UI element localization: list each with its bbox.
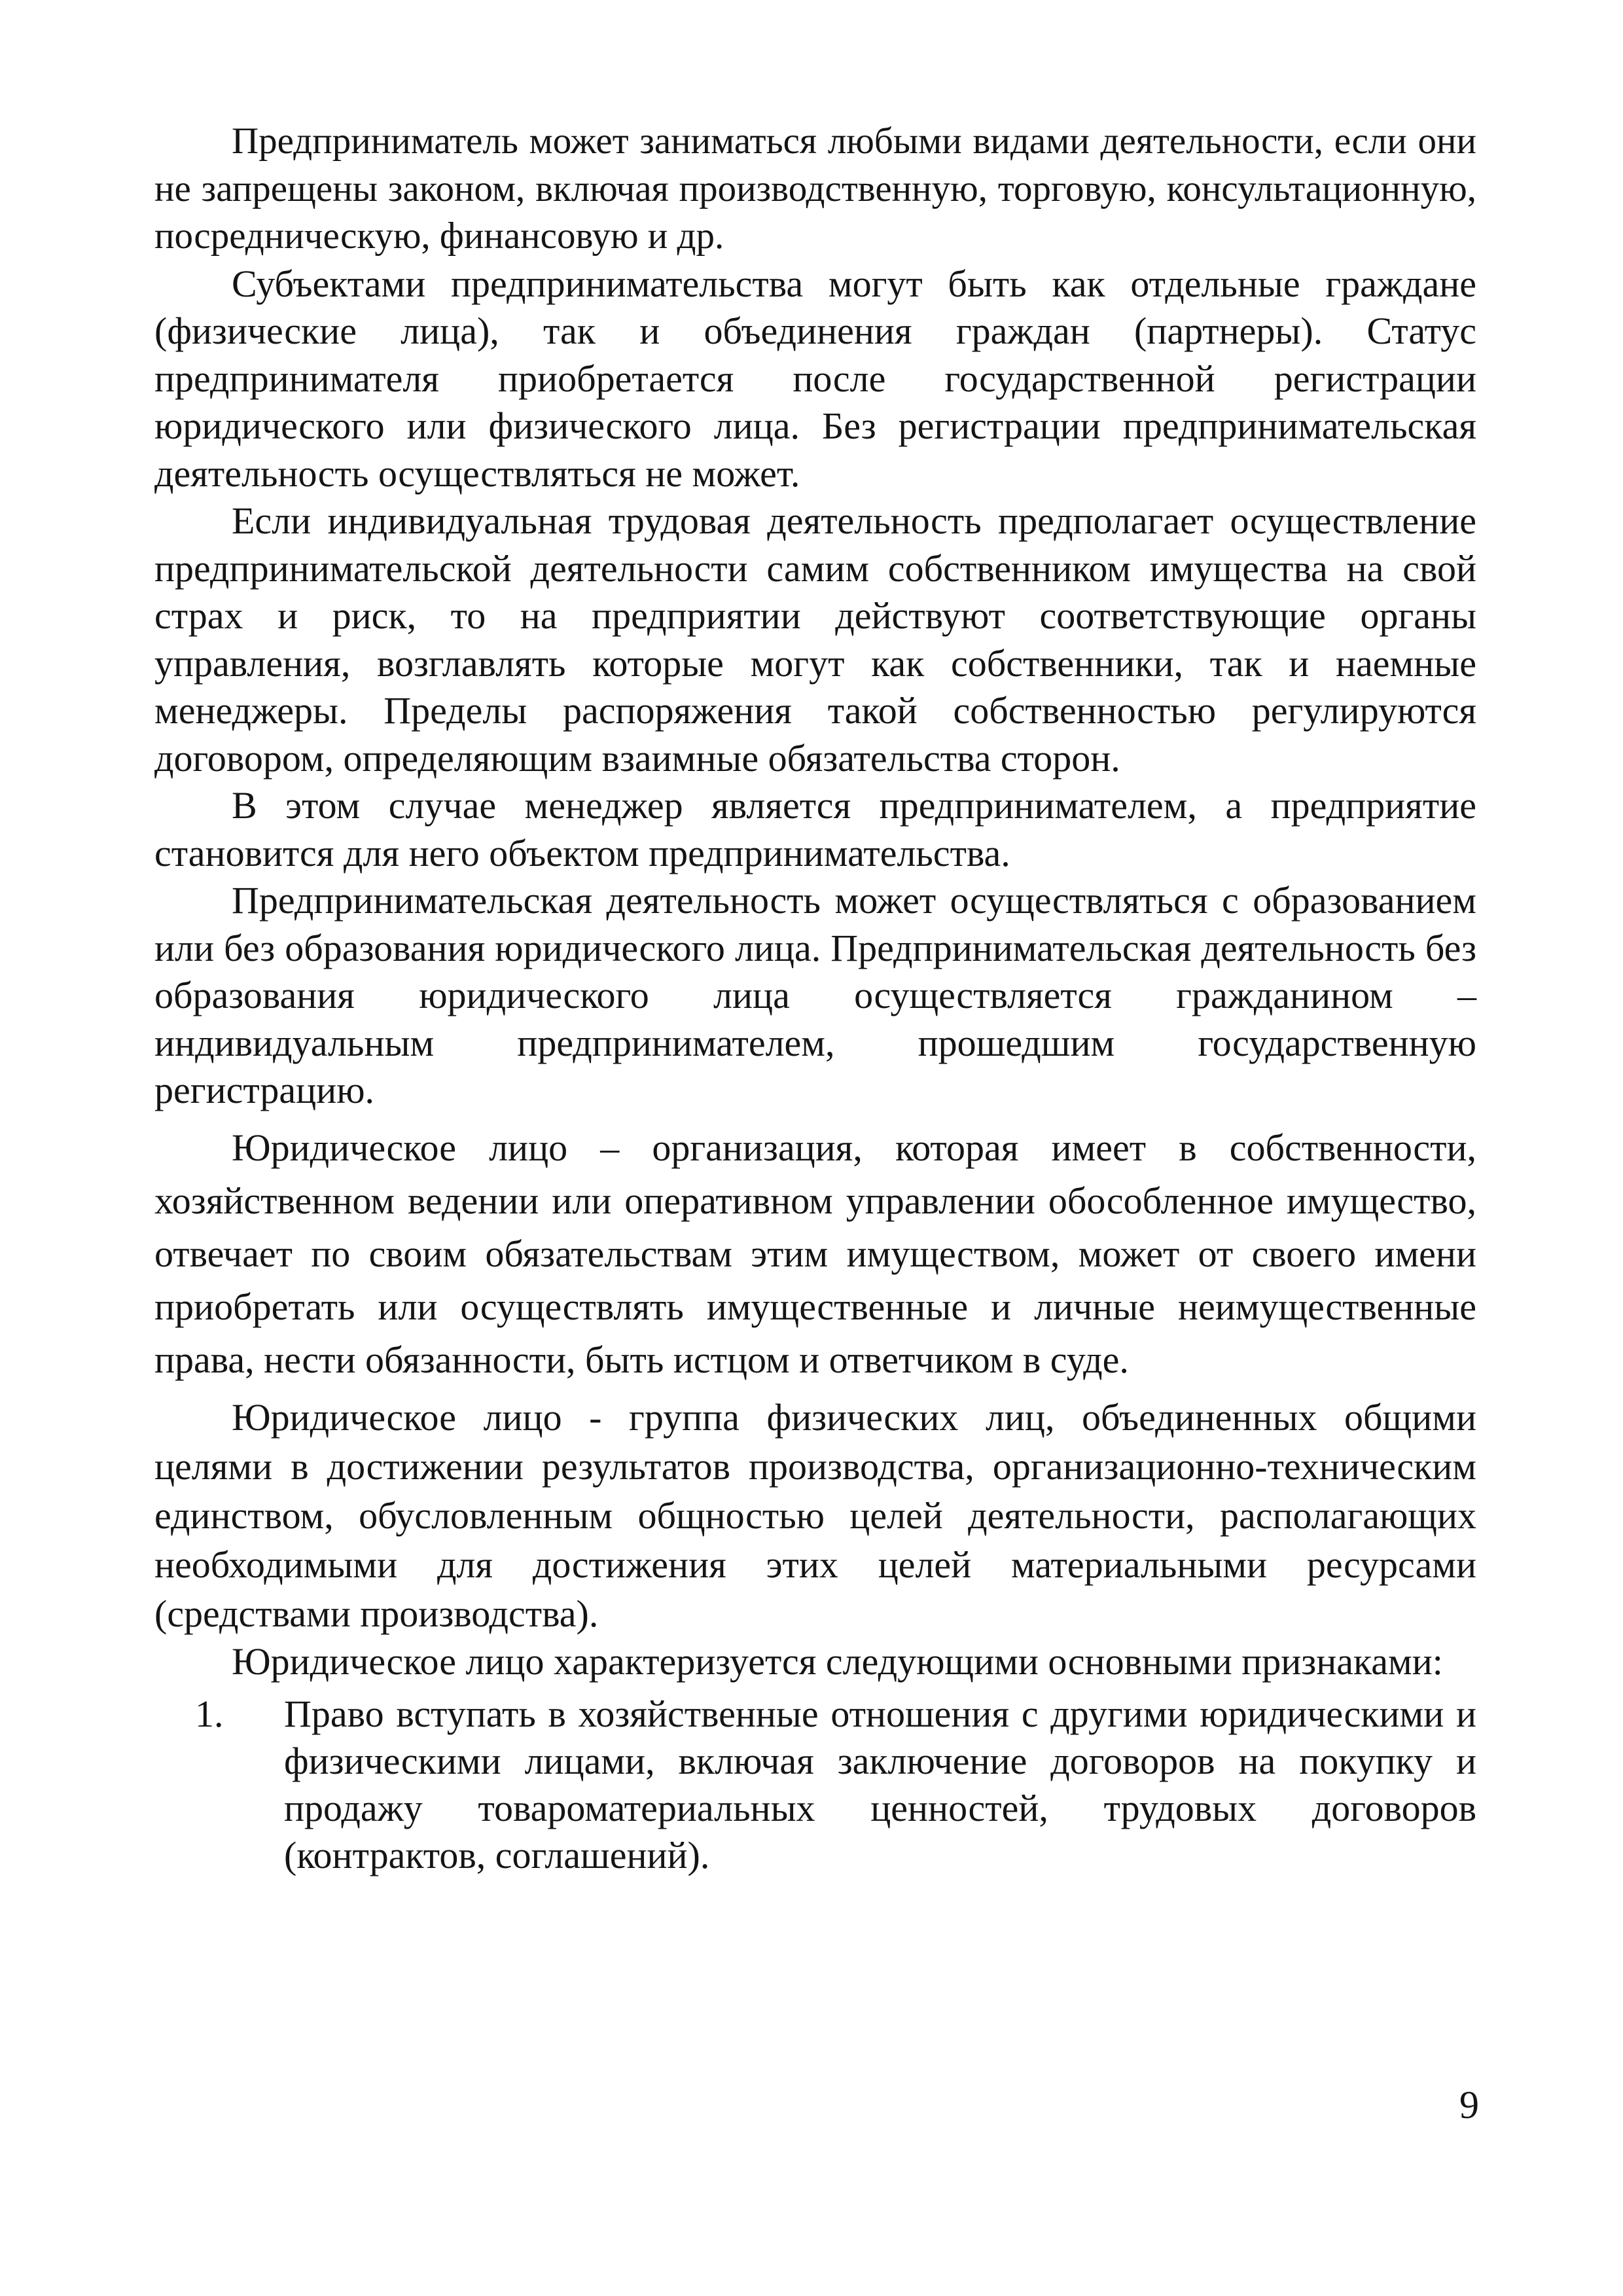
numbered-list [154,1691,1476,1879]
list-item [154,1691,1476,1879]
page-number: 9 [1459,2083,1479,2126]
paragraph: Юридическое лицо характеризуется следующими основными признаками: [232,1640,1443,1683]
paragraph: Если индивидуальная трудовая деятельность предполагает осуществление предпринимательской деятельности самим собственником имущества на свой страх и риск, то на предприятии действуют соответствующие органы управления, возглавлять которые могут как собственники, так и наемные менеджеры. Пределы распоряжения такой собственностью регулируются договором, определяющим взаимные обязательства сторон. [154,499,1476,780]
paragraph: Предпринимательская деятельность может осуществляться с образованием или без образования юридического лица. Предпринимательская деятельность без образования юридического лица осуществляется гражданином – индивидуальным предпринимателем, прошедшим государственную регистрацию. [154,879,1476,1111]
list-item-text: Право вступать в хозяйственные отношения с другими юридическими и физическими лицами, включая заключение договоров на покупку и продажу товароматериальных ценностей, трудовых договоров (контрактов, соглашений). [284,1693,1476,1876]
paragraph: Субъектами предпринимательства могут быть как отдельные граждане (физические лица), так и объединения граждан (партнеры). Статус предпринимателя приобретается после государственной регистрации юридического или физического лица. Без регистрации предпринимательская деятельность осуществляться не может. [154,262,1476,495]
paragraph: Юридическое лицо - группа физических лиц, объединенных общими целями в достижении результатов производства, организационно-техническим единством, обусловленным общностью целей деятельности, располагающих необходимыми для достижения этих целей материальными ресурсами (средствами производства). [154,1395,1476,1635]
body-text [154,118,1476,1879]
paragraph: Предприниматель может заниматься любыми видами деятельности, если они не запрещены законом, включая производственную, торговую, консультационную, посредническую, финансовую и др. [154,120,1476,257]
list-item-number: 1. [195,1693,224,1735]
paragraph: Юридическое лицо – организация, которая имеет в собственности, хозяйственном ведении или оперативном управлении обособленное имущество, отвечает по своим обязательствам этим имуществом, может от своего имени приобретать или осуществлять имущественные и личные неимущественные права, нести обязанности, быть истцом и ответчиком в суде. [154,1126,1476,1381]
paragraph: В этом случае менеджер является предпринимателем, а предприятие становится для него объектом предпринимательства. [154,784,1476,874]
